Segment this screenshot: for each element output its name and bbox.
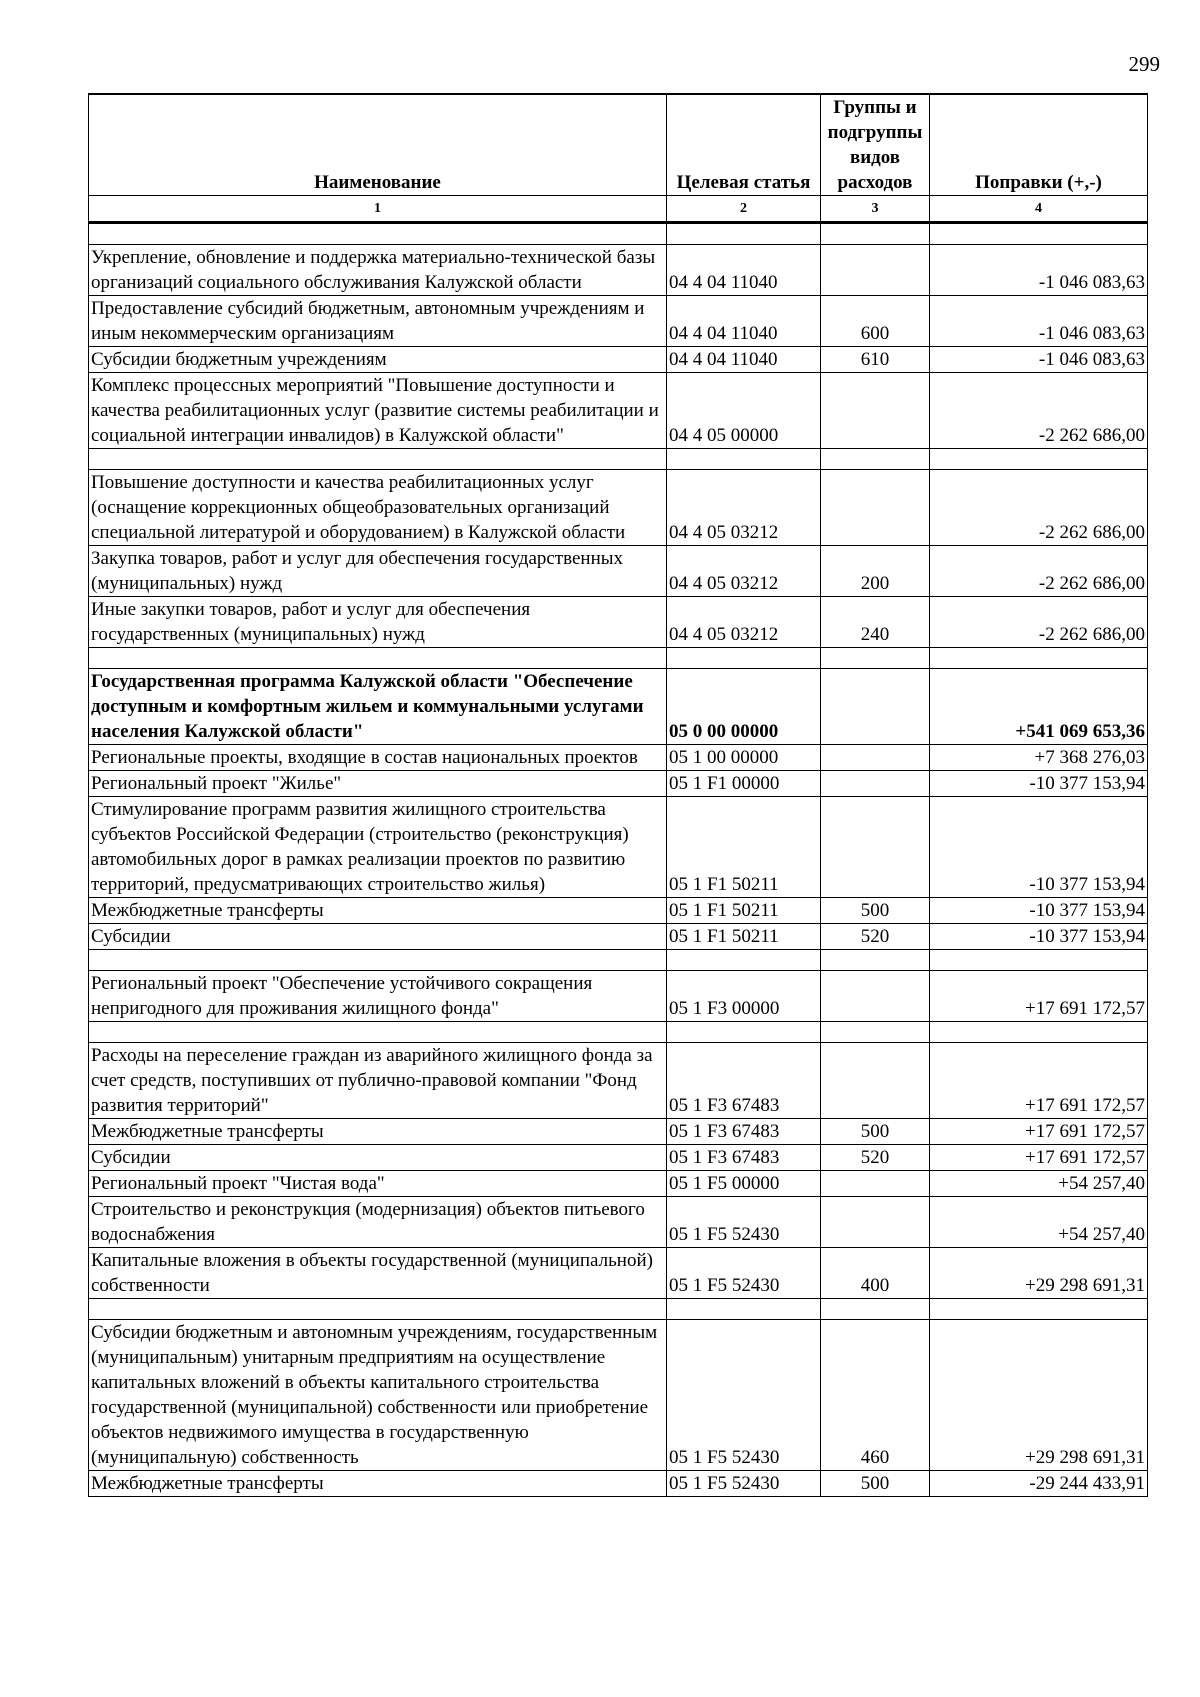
row-name: Региональный проект "Жилье" [89, 771, 667, 797]
row-name: Межбюджетные трансферты [89, 1471, 667, 1497]
table-row [89, 797, 1148, 898]
table-row [89, 1145, 1148, 1171]
row-amount: -10 377 153,94 [930, 898, 1148, 924]
header-row [89, 94, 1148, 196]
table-row [89, 546, 1148, 597]
table-row [89, 924, 1148, 950]
row-code: 05 1 F1 50211 [667, 797, 821, 898]
row-amount: +54 257,40 [930, 1197, 1148, 1248]
table-row [89, 745, 1148, 771]
table-row [89, 1471, 1148, 1497]
column-number: 3 [821, 196, 930, 223]
row-amount: +54 257,40 [930, 1171, 1148, 1197]
row-name: Государственная программа Калужской области "Обеспечение доступным и комфортным жильем и коммунальными услугами населения Калужской области" [89, 669, 667, 745]
row-code: 05 1 F3 67483 [667, 1043, 821, 1119]
row-group [821, 1043, 930, 1119]
row-code: 05 1 F1 50211 [667, 924, 821, 950]
table-row [89, 1197, 1148, 1248]
row-amount: +541 069 653,36 [930, 669, 1148, 745]
row-name: Стимулирование программ развития жилищного строительства субъектов Российской Федерации (строительство (реконструкция) автомобильных дорог в рамках реализации проектов по развитию территорий, предусматривающих строительство жилья) [89, 797, 667, 898]
row-name: Межбюджетные трансферты [89, 1119, 667, 1145]
column-number-row [89, 196, 1148, 223]
row-name: Капитальные вложения в объекты государственной (муниципальной) собственности [89, 1248, 667, 1299]
row-code: 05 0 00 00000 [667, 669, 821, 745]
table-row-program [89, 669, 1148, 745]
row-group [821, 245, 930, 296]
page-number: 299 [1128, 52, 1160, 76]
row-name: Закупка товаров, работ и услуг для обеспечения государственных (муниципальных) нужд [89, 546, 667, 597]
table-row [89, 971, 1148, 1022]
row-amount: +29 298 691,31 [930, 1248, 1148, 1299]
row-name: Субсидии бюджетным и автономным учреждениям, государственным (муниципальным) унитарным предприятиям на осуществление капитальных вложений в объекты капитального строительства государственной (муниципальной) собственности или приобретение объектов недвижимого имущества в государственную (муниципальную) собственность [89, 1320, 667, 1471]
row-code: 04 4 04 11040 [667, 347, 821, 373]
header-name: Наименование [89, 94, 667, 196]
header-expense-groups: Группы и подгруппы видов расходов [821, 94, 930, 196]
row-code: 05 1 00 00000 [667, 745, 821, 771]
table-row [89, 245, 1148, 296]
table-row [89, 296, 1148, 347]
header-amendments: Поправки (+,-) [930, 94, 1148, 196]
row-group: 240 [821, 597, 930, 648]
row-name: Региональный проект "Обеспечение устойчивого сокращения непригодного для проживания жилищного фонда" [89, 971, 667, 1022]
row-amount: -1 046 083,63 [930, 347, 1148, 373]
table-row [89, 771, 1148, 797]
row-code: 04 4 05 03212 [667, 470, 821, 546]
row-name: Строительство и реконструкция (модернизация) объектов питьевого водоснабжения [89, 1197, 667, 1248]
row-group: 400 [821, 1248, 930, 1299]
row-code: 04 4 05 00000 [667, 373, 821, 449]
row-group [821, 771, 930, 797]
row-amount: -2 262 686,00 [930, 373, 1148, 449]
table-row [89, 898, 1148, 924]
row-group [821, 1197, 930, 1248]
row-name: Расходы на переселение граждан из аварийного жилищного фонда за счет средств, поступивших от публично-правовой компании "Фонд развития территорий" [89, 1043, 667, 1119]
column-number: 1 [89, 196, 667, 223]
row-code: 05 1 F5 00000 [667, 1171, 821, 1197]
column-number: 4 [930, 196, 1148, 223]
row-amount: -10 377 153,94 [930, 771, 1148, 797]
row-amount: -1 046 083,63 [930, 245, 1148, 296]
row-amount: +29 298 691,31 [930, 1320, 1148, 1471]
row-amount: -2 262 686,00 [930, 470, 1148, 546]
row-name: Региональные проекты, входящие в состав национальных проектов [89, 745, 667, 771]
budget-table [88, 93, 1148, 1497]
table-row [89, 347, 1148, 373]
row-code: 05 1 F5 52430 [667, 1197, 821, 1248]
table-row [89, 1043, 1148, 1119]
row-code: 04 4 05 03212 [667, 597, 821, 648]
row-group: 500 [821, 1119, 930, 1145]
row-group: 610 [821, 347, 930, 373]
row-amount: +17 691 172,57 [930, 1043, 1148, 1119]
row-group [821, 1171, 930, 1197]
table-row [89, 1320, 1148, 1471]
table-row [89, 1119, 1148, 1145]
row-group [821, 669, 930, 745]
row-amount: +17 691 172,57 [930, 1119, 1148, 1145]
row-code: 04 4 05 03212 [667, 546, 821, 597]
column-number: 2 [667, 196, 821, 223]
row-group [821, 745, 930, 771]
row-code: 04 4 04 11040 [667, 245, 821, 296]
row-name: Межбюджетные трансферты [89, 898, 667, 924]
row-name: Региональный проект "Чистая вода" [89, 1171, 667, 1197]
row-amount: -10 377 153,94 [930, 797, 1148, 898]
row-code: 05 1 F3 67483 [667, 1145, 821, 1171]
header-target-article: Целевая статья [667, 94, 821, 196]
row-amount: -2 262 686,00 [930, 546, 1148, 597]
table-row [89, 470, 1148, 546]
row-name: Укрепление, обновление и поддержка материально-технической базы организаций социального обслуживания Калужской области [89, 245, 667, 296]
row-code: 05 1 F5 52430 [667, 1471, 821, 1497]
row-amount: -1 046 083,63 [930, 296, 1148, 347]
row-code: 05 1 F5 52430 [667, 1320, 821, 1471]
row-group: 520 [821, 924, 930, 950]
row-group: 460 [821, 1320, 930, 1471]
row-group [821, 470, 930, 546]
row-code: 05 1 F3 00000 [667, 971, 821, 1022]
row-amount: +17 691 172,57 [930, 971, 1148, 1022]
row-name: Субсидии [89, 924, 667, 950]
row-amount: +7 368 276,03 [930, 745, 1148, 771]
row-name: Повышение доступности и качества реабилитационных услуг (оснащение коррекционных общеобразовательных организаций специальной литературой и оборудованием) в Калужской области [89, 470, 667, 546]
table-row [89, 597, 1148, 648]
row-name: Иные закупки товаров, работ и услуг для обеспечения государственных (муниципальных) нужд [89, 597, 667, 648]
row-code: 05 1 F3 67483 [667, 1119, 821, 1145]
row-code: 04 4 04 11040 [667, 296, 821, 347]
row-name: Предоставление субсидий бюджетным, автономным учреждениям и иным некоммерческим организациям [89, 296, 667, 347]
row-amount: -10 377 153,94 [930, 924, 1148, 950]
row-group: 200 [821, 546, 930, 597]
row-amount: -29 244 433,91 [930, 1471, 1148, 1497]
row-group: 500 [821, 1471, 930, 1497]
row-group: 500 [821, 898, 930, 924]
row-code: 05 1 F1 00000 [667, 771, 821, 797]
row-name: Комплекс процессных мероприятий "Повышение доступности и качества реабилитационных услуг (развитие системы реабилитации и социальной интеграции инвалидов) в Калужской области" [89, 373, 667, 449]
row-amount: +17 691 172,57 [930, 1145, 1148, 1171]
row-group [821, 971, 930, 1022]
row-code: 05 1 F5 52430 [667, 1248, 821, 1299]
row-code: 05 1 F1 50211 [667, 898, 821, 924]
row-group: 520 [821, 1145, 930, 1171]
table-row [89, 1171, 1148, 1197]
row-group: 600 [821, 296, 930, 347]
table-row [89, 1248, 1148, 1299]
row-group [821, 373, 930, 449]
row-amount: -2 262 686,00 [930, 597, 1148, 648]
row-name: Субсидии бюджетным учреждениям [89, 347, 667, 373]
table-row [89, 373, 1148, 449]
row-group [821, 797, 930, 898]
row-name: Субсидии [89, 1145, 667, 1171]
